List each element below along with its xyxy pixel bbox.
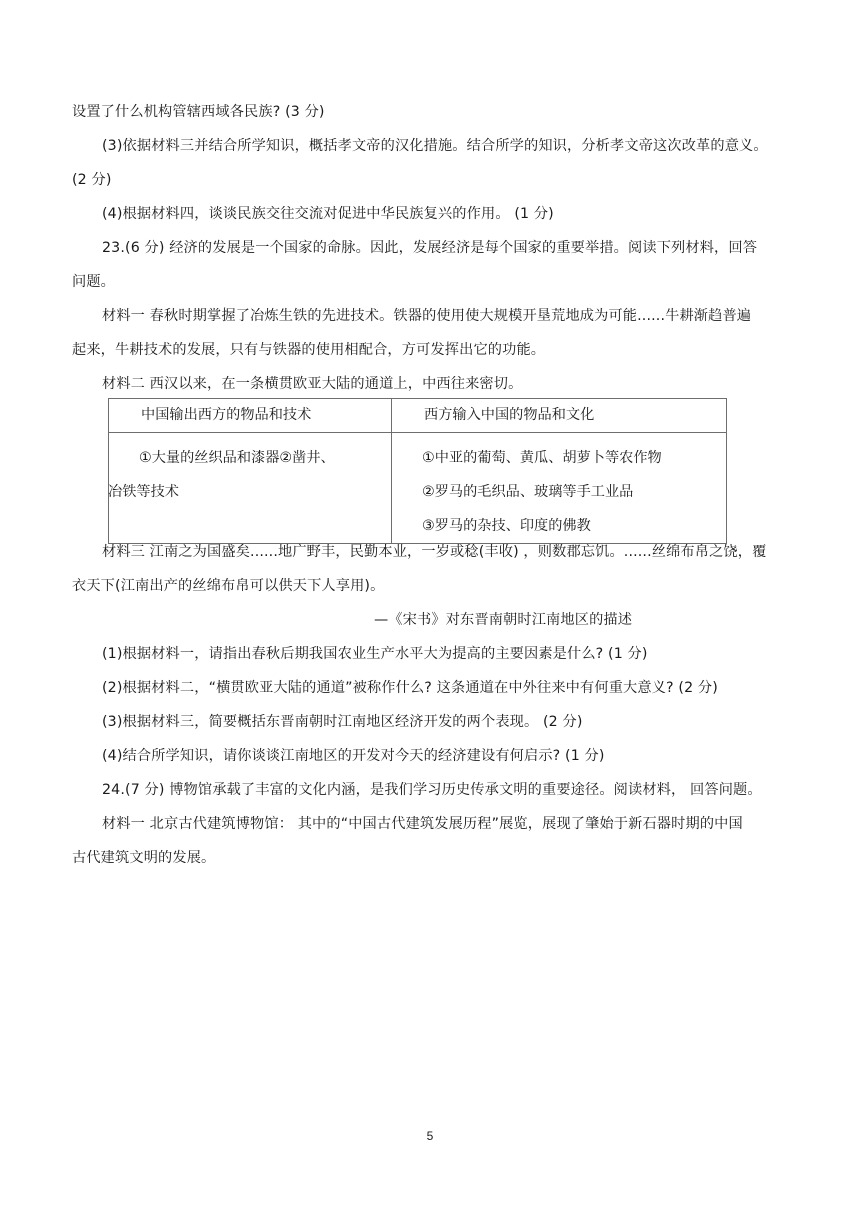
material-text: 衣天下(江南出产的丝绵布帛可以供天下人享用)。 <box>72 578 385 594</box>
material-text: 材料一 春秋时期掌握了冶炼生铁的先进技术。铁器的使用使大规模开垦荒地成为可能......牛耕渐趋普遍 <box>102 308 752 324</box>
question-heading: 问题。 <box>72 274 116 290</box>
material-text: 材料三 江南之为国盛矣......地广野丰，民勤本业，一岁或稔(丰收) ，则数郡忘饥。......丝绵布帛之饶，覆 <box>102 544 767 560</box>
table-cell-text: 冶铁等技术 <box>108 484 179 500</box>
page-number: 5 <box>426 1129 434 1143</box>
question-line: 设置了什么机构管辖西域各民族? (3 分) <box>72 104 325 120</box>
table-cell-text: ③罗马的杂技、印度的佛教 <box>422 518 591 534</box>
question-heading: 23.(6 分) 经济的发展是一个国家的命脉。因此，发展经济是每个国家的重要举措。阅读下列材料，回答 <box>102 240 758 256</box>
question-line: (3)根据材料三，简要概括东晋南朝时江南地区经济开发的两个表现。 (2 分) <box>102 714 583 730</box>
table-row <box>109 433 727 544</box>
question-line: (1)根据材料一，请指出春秋后期我国农业生产水平大为提高的主要因素是什么? (1 分) <box>102 646 648 662</box>
table-header-cell: 西方输入中国的物品和文化 <box>392 399 727 433</box>
question-line: (4)根据材料四，谈谈民族交往交流对促进中华民族复兴的作用。 (1 分) <box>102 206 554 222</box>
material-text: 起来，牛耕技术的发展，只有与铁器的使用相配合，方可发挥出它的功能。 <box>72 342 546 358</box>
exchange-table <box>108 398 727 544</box>
question-line: (2 分) <box>72 172 112 188</box>
table-cell <box>392 433 727 544</box>
table-cell-text: ①大量的丝织品和漆器②凿井、 <box>139 450 335 466</box>
table-header-cell: 中国输出西方的物品和技术 <box>109 399 392 433</box>
material-text: 材料二 西汉以来，在一条横贯欧亚大陆的通道上，中西往来密切。 <box>102 376 523 392</box>
table-cell-text: ①中亚的葡萄、黄瓜、胡萝卜等农作物 <box>422 450 662 466</box>
question-line: (2)根据材料二，“横贯欧亚大陆的通道”被称作什么? 这条通道在中外往来中有何重大意义? (2 分) <box>102 680 718 696</box>
question-line: (3)依据材料三并结合所学知识，概括孝文帝的汉化措施。结合所学的知识，分析孝文帝这次改革的意义。 <box>102 138 768 154</box>
source-attribution: —《宋书》对东晋南朝时江南地区的描述 <box>374 612 633 628</box>
material-text: 古代建筑文明的发展。 <box>72 850 216 866</box>
table-header-row <box>109 399 727 433</box>
table-cell-text: ②罗马的毛织品、玻璃等手工业品 <box>422 484 634 500</box>
question-heading: 24.(7 分) 博物馆承载了丰富的文化内涵，是我们学习历史传承文明的重要途径。阅读材料， 回答问题。 <box>102 782 762 798</box>
table-cell <box>109 433 392 544</box>
question-line: (4)结合所学知识，请你谈谈江南地区的开发对今天的经济建设有何启示? (1 分) <box>102 748 605 764</box>
material-text: 材料一 北京古代建筑博物馆： 其中的“中国古代建筑发展历程”展览，展现了肇始于新石器时期的中国 <box>102 816 743 832</box>
